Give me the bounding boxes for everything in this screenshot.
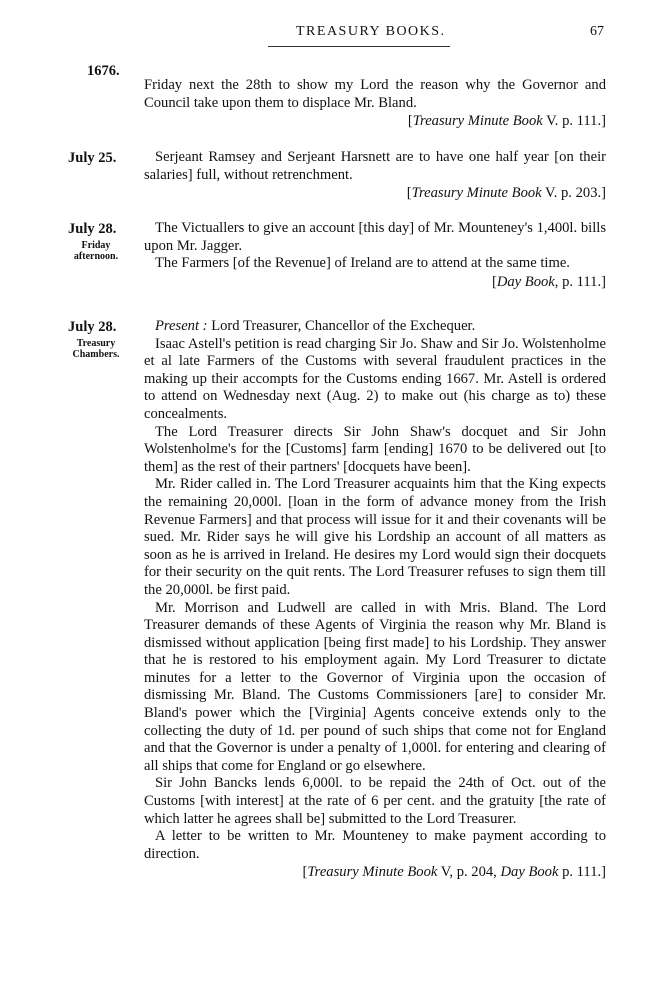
paragraph: Sir John Bancks lends 6,000l. to be repaid the 24th of Oct. out of the Customs [with interest] at the rate of 6 per cent. and the gratuity [the rate of which latter he agrees shall be] submitted to the Lord Treasurer. — [144, 775, 606, 827]
paragraph: Friday next the 28th to show my Lord the reason why the Governor and Council take upon them to displace Mr. Bland. — [144, 77, 606, 111]
paragraph: Mr. Rider called in. The Lord Treasurer acquaints him that the King expects the remaining 20,000l. [loan in the form of advance money from the Irish Revenue Farmers] and that process will issue for it and their covenants will be sued. Mr. Rider says he will give his Lordship an account of all matters as soon as he is arrived in Ireland. He desires my Lord would sign their docquets for their security on the quit rents. The Lord Treasurer refuses to sign them till the 20,000l. be first paid. — [144, 476, 606, 598]
entry-body — [144, 318, 606, 881]
entry-date: July 25. — [68, 150, 117, 166]
paragraph: Serjeant Ramsey and Serjeant Harsnett are to have one half year [on their salaries] full, without retrenchment. — [144, 149, 606, 183]
paragraph: The Victuallers to give an account [this day] of Mr. Mounteney's 1,400l. bills upon Mr. Jagger. — [144, 220, 606, 254]
present-line: Present : Lord Treasurer, Chancellor of the Exchequer. — [155, 318, 476, 334]
paragraph: Isaac Astell's petition is read charging Sir Jo. Shaw and Sir Jo. Wolstenholme et al late Farmers of the Customs with several fraudulent practices in the making up their accompts for the Customs ending 1667. Mr. Astell is ordered to attend on Wednesday next (Aug. 2) to make out (his charge as to) these concealments. — [144, 335, 606, 422]
entry-date: July 28. — [68, 221, 117, 237]
page-header — [0, 24, 672, 48]
entry-date: 1676. — [87, 63, 120, 79]
citation: [Day Book, p. 111.] — [491, 273, 606, 290]
paragraph: A letter to be written to Mr. Mounteney to make payment according to direction. — [144, 828, 606, 862]
paragraph: The Farmers [of the Revenue] of Ireland are to attend at the same time. — [155, 255, 570, 272]
citation: [Treasury Minute Book V. p. 111.] — [407, 113, 606, 130]
header-rule — [268, 46, 450, 47]
entry-body — [144, 77, 606, 130]
running-title: TREASURY BOOKS. — [296, 24, 446, 39]
paragraph: The Lord Treasurer directs Sir John Shaw's docquet and Sir John Wolstenholme's for the [Customs] farm [ending] 1670 to be delivered out [to them] as the rest of their partners' [docquets have been]. — [144, 423, 606, 475]
entry-body — [144, 220, 606, 291]
page-number: 67 — [590, 24, 604, 39]
entry-body — [144, 149, 606, 202]
paragraph: Mr. Morrison and Ludwell are called in with Mris. Bland. The Lord Treasurer demands of these Agents of Virginia the reason why Mr. Bland is dismissed without application [being first made] to his Lordship. They answer that he is restored to his employment again. My Lord Treasurer to dictate minutes for a letter to the Governor of Virginia upon the occasion of dismissing Mr. Bland. The Customs Commissioners [are] to consider Mr. Bland's power which the [Virginia] Agents conceive extends only to the collecting the duty of 1d. per pound of such ships that come not for England and that the Governor is under a penalty of 1,000l. for entering and clearing of all ships that come for England or go elsewhere. — [144, 599, 606, 774]
entry-subdate: Treasury Chambers. — [72, 338, 120, 360]
entry-subdate: Friday afternoon. — [73, 240, 119, 262]
entry-date: July 28. — [68, 319, 117, 335]
citation: [Treasury Minute Book V, p. 204, Day Book p. 111.] — [302, 864, 606, 881]
citation: [Treasury Minute Book V. p. 203.] — [406, 185, 606, 202]
